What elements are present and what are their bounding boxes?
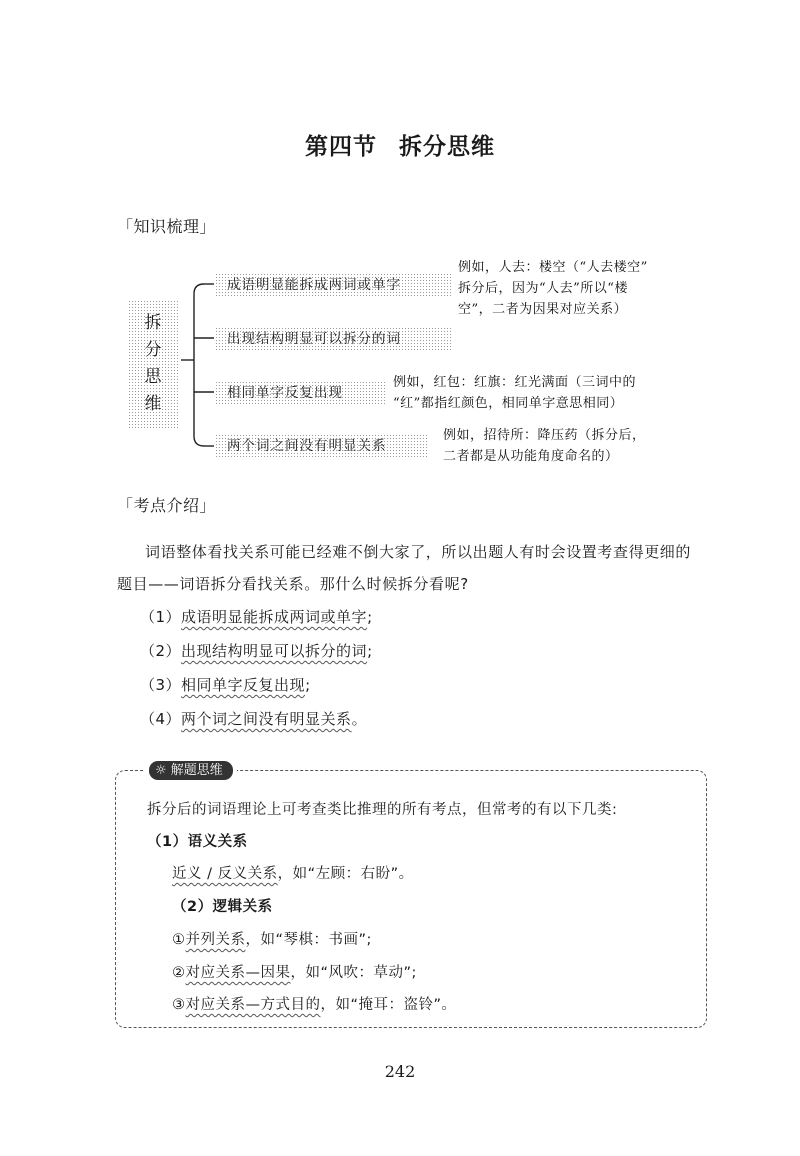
circled-number: ② xyxy=(172,965,186,981)
item-punct: ; xyxy=(367,608,373,626)
branch-note xyxy=(458,257,718,320)
item-number: （2） xyxy=(140,642,182,660)
bracket-left-icon: 「 xyxy=(117,496,134,515)
solving-line xyxy=(172,862,414,883)
item-number: （4） xyxy=(140,710,182,728)
item-text: 成语明显能拆成两词或单字 xyxy=(181,608,368,626)
bracket-left-icon: 「 xyxy=(117,217,134,236)
list-item xyxy=(140,708,367,729)
note-line: 例如，招待所：降压药（拆分后， xyxy=(443,428,646,443)
exam-heading-text: 考点介绍 xyxy=(133,496,200,515)
branch-note xyxy=(443,425,703,467)
mindmap-branch xyxy=(215,434,427,458)
subheading: （2）逻辑关系 xyxy=(172,899,273,915)
circled-number: ① xyxy=(172,932,186,948)
underlined-term: 近义 / 反义关系 xyxy=(172,866,278,882)
bracket-right-icon: 」 xyxy=(199,217,217,236)
item-number: （1） xyxy=(140,608,182,626)
exam-paragraph-line xyxy=(145,537,745,567)
note-line: 例如，人去：楼空（“人去楼空” xyxy=(458,260,648,275)
item-punct: 。 xyxy=(351,710,368,728)
knowledge-heading-text: 知识梳理 xyxy=(133,217,200,236)
item-text: 两个词之间没有明显关系 xyxy=(181,710,352,728)
underlined-term: 并列关系 xyxy=(185,932,246,948)
note-line: 二者都是从功能角度命名的） xyxy=(443,449,619,464)
branch-label: 出现结构明显可以拆分的词 xyxy=(227,331,401,347)
branch-label: 两个词之间没有明显关系 xyxy=(227,438,387,454)
exam-paragraph-line xyxy=(117,569,717,599)
example-text: ，如“琴棋：书画”; xyxy=(245,932,372,948)
badge-label: 解题思维 xyxy=(170,763,223,778)
underlined-term: 对应关系—方式目的 xyxy=(185,997,321,1013)
note-line: 拆分后，因为“人去”所以“楼 xyxy=(458,281,628,296)
note-line: “红”都指红颜色，相同单字意思相同） xyxy=(393,396,624,411)
bracket-right-icon: 」 xyxy=(199,496,217,515)
circled-number: ③ xyxy=(172,997,186,1013)
example-text: ，如“掩耳：盗铃”。 xyxy=(320,997,457,1013)
item-punct: ; xyxy=(305,676,311,694)
list-item xyxy=(140,674,311,695)
example-text: ，如“风吹：草动”; xyxy=(290,965,417,981)
paragraph-text: 词语整体看找关系可能已经难不倒大家了，所以出题人有时会设置考查得更细的 xyxy=(145,543,692,561)
page-number: 242 xyxy=(384,1062,416,1081)
mindmap-branch xyxy=(215,327,452,351)
list-item xyxy=(140,640,373,661)
exam-heading xyxy=(117,493,216,516)
root-char: 思 xyxy=(144,367,162,387)
knowledge-heading xyxy=(117,214,216,237)
solving-line xyxy=(172,993,457,1014)
root-char: 分 xyxy=(144,340,162,360)
root-char: 维 xyxy=(144,394,162,414)
solving-line xyxy=(172,961,417,982)
mindmap-branch xyxy=(215,273,452,297)
paragraph-text: 题目——词语拆分看找关系。那什么时候拆分看呢? xyxy=(117,575,469,593)
item-text: 出现结构明显可以拆分的词 xyxy=(181,642,368,660)
lightbulb-icon: ☼ xyxy=(155,763,171,778)
section-number: 第四节 xyxy=(305,134,377,160)
item-number: （3） xyxy=(140,676,182,694)
note-line: 空”，二者为因果对应关系） xyxy=(458,302,628,317)
solving-badge xyxy=(145,759,237,778)
solving-line xyxy=(172,928,372,949)
mindmap-brace xyxy=(180,270,230,460)
section-name: 拆分思维 xyxy=(399,134,495,160)
solving-intro: 拆分后的词语理论上可考查类比推理的所有考点，但常考的有以下几类: xyxy=(147,802,618,818)
branch-label: 相同单字反复出现 xyxy=(227,385,343,401)
root-char: 拆 xyxy=(144,313,162,333)
list-item xyxy=(140,606,373,627)
subheading: （1）语义关系 xyxy=(147,834,248,850)
item-punct: ; xyxy=(367,642,373,660)
item-text: 相同单字反复出现 xyxy=(181,676,306,694)
mindmap-root xyxy=(128,300,178,430)
note-line: 例如，红包：红旗：红光满面（三词中的 xyxy=(393,375,637,390)
example-text: ，如“左顾：右盼”。 xyxy=(277,866,414,882)
underlined-term: 对应关系—因果 xyxy=(185,965,291,981)
branch-label: 成语明显能拆成两词或单字 xyxy=(227,277,401,293)
mindmap-branch xyxy=(215,381,387,405)
page-title xyxy=(0,128,800,161)
branch-note xyxy=(393,372,713,414)
